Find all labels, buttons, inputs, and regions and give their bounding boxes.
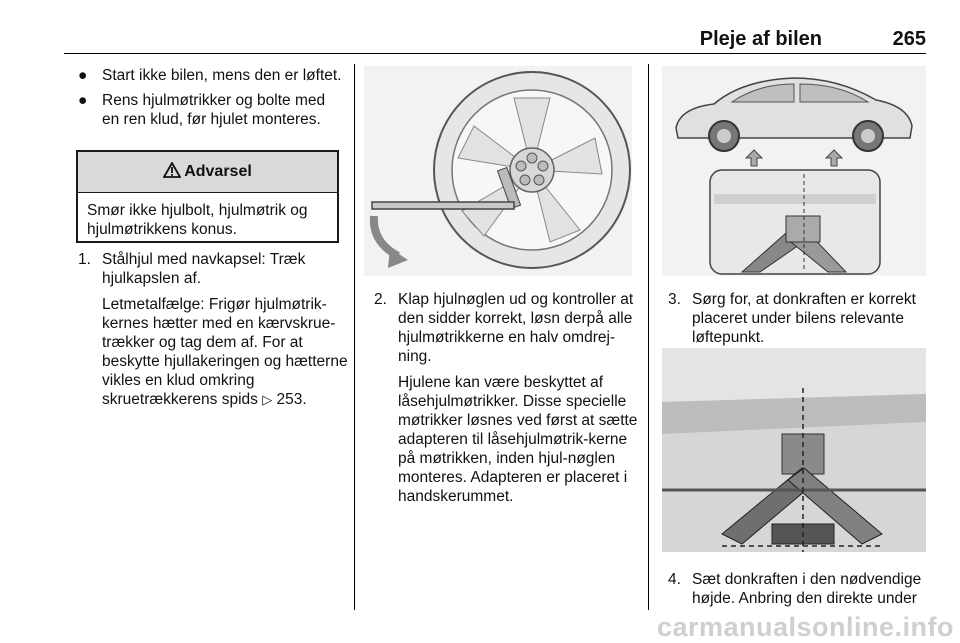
header-rule [64,53,926,54]
bullet-dot: ● [78,92,88,109]
paragraph-text: Letmetalfælge: Frigør hjulmøtrik-kernes hætter med en kærvskrue-trækker og tag dem af. For at beskytte hjullakeringen og hætterne vikles en klud omkring skruetrækkerens spids [102,296,348,408]
step-4 [654,570,934,608]
step-paragraph [102,295,349,409]
page-reference: 253. [276,391,307,408]
page-reference-arrow-icon: ▷ [262,392,273,407]
car-jack-position-illustration [662,66,926,276]
warning-box [76,150,339,243]
warning-triangle-icon [163,154,181,194]
step-text: Stålhjul med navkapsel: Træk hjulkapslen af. [102,251,306,287]
column-1-steps [64,250,349,409]
wheel-wrench-illustration [364,66,632,276]
watermark: carmanualsonline.info [656,612,954,642]
step-3 [654,290,934,347]
column-1 [64,66,344,135]
page-number: 265 [892,28,926,50]
column-3-step-4 [654,570,934,608]
column-separator-2 [648,64,649,610]
step-number: 4. [668,571,681,588]
bullet-dot: ● [78,67,88,84]
step-text: Klap hjulnøglen ud og kontroller at den sidder korrekt, løsn derpå alle hjulmøtrikkerne en halv omdrej-ning. [398,291,634,365]
jack-closeup-illustration [662,348,926,552]
column-2-steps [360,290,640,506]
step-paragraph: Hjulene kan være beskyttet af låsehjulmøtrikker. Disse specielle møtrikker løsnes ved først at sætte adapteren til låsehjulmøtrik-kerne på møtrikken, inden hjul-nøglen monteres. Adapteren er placeret i handskerummet. [398,374,638,505]
bullet-text: Start ikke bilen, mens den er løftet. [102,67,342,84]
warning-title: Advarsel [184,163,252,180]
step-2 [360,290,640,506]
step-text: Sørg for, at donkraften er korrekt placeret under bilens relevante løftepunkt. [692,291,916,346]
step-1 [64,250,349,409]
warning-header [78,152,337,193]
footer [0,610,960,642]
column-3-step-3 [654,290,934,347]
step-number: 3. [668,291,681,308]
page-header [64,26,926,52]
header-title: Pleje af bilen [699,28,822,50]
step-text: Sæt donkraften i den nødvendige højde. Anbring den direkte under [692,571,922,607]
bullet-text: Rens hjulmøtrikker og bolte med en ren klud, før hjulet monteres. [102,92,326,128]
step-number: 2. [374,291,387,308]
step-number: 1. [78,251,91,268]
bullet-item [64,91,344,129]
warning-body: Smør ikke hjulbolt, hjulmøtrik og hjulmøtrikkens konus. [87,202,308,238]
bullet-item [64,66,344,85]
column-separator-1 [354,64,355,610]
